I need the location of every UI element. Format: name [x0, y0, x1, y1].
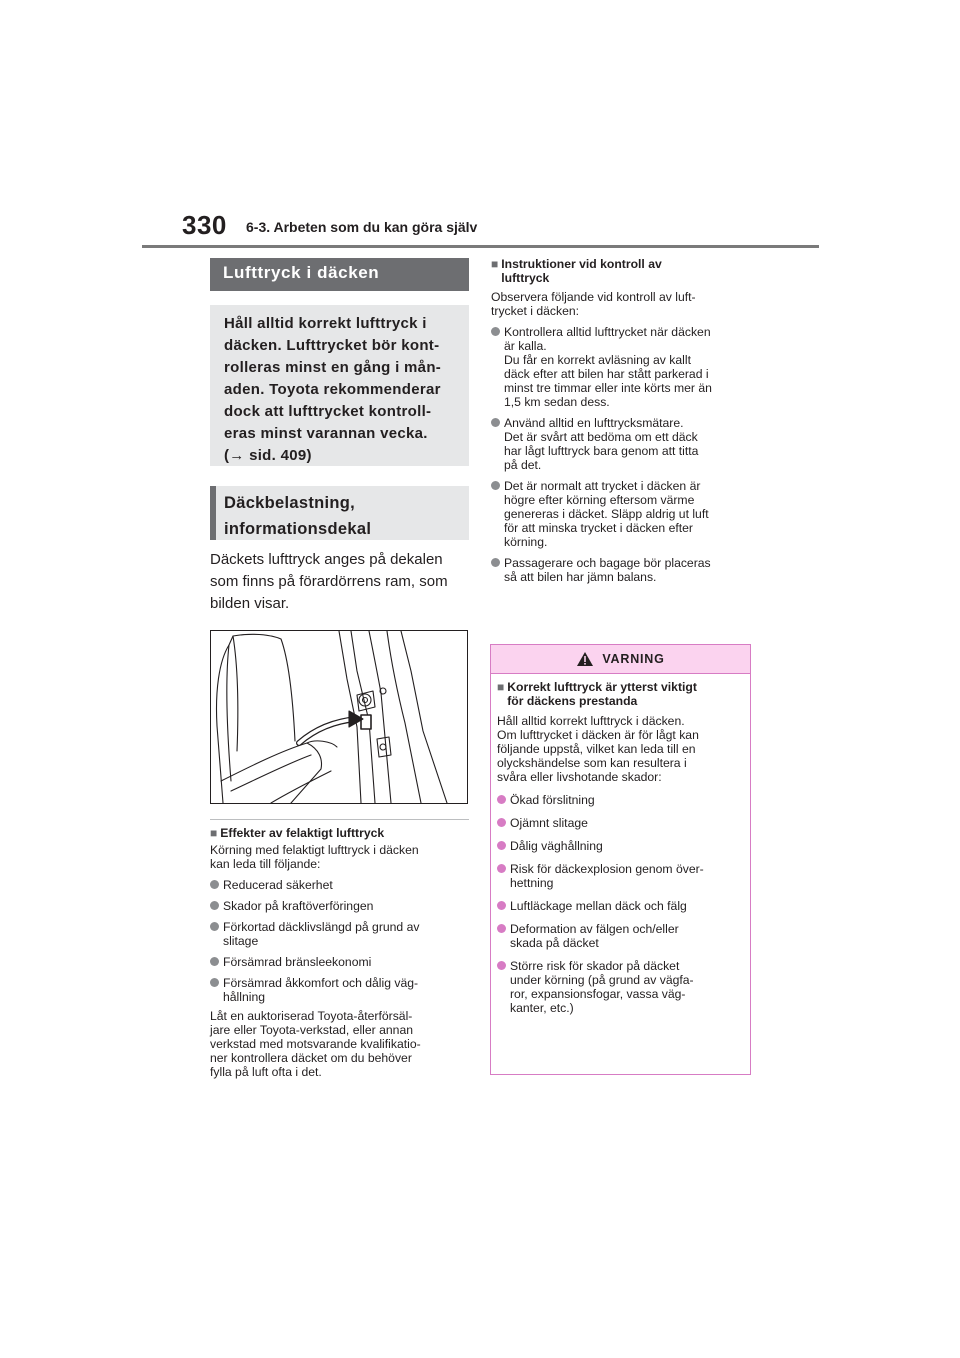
text-line: Du får en korrekt avläsning av kallt: [504, 353, 691, 367]
warning-heading: [497, 680, 744, 708]
list-item: [210, 955, 469, 969]
text-line: slitage: [223, 934, 259, 948]
bullet-dot-icon: [497, 901, 506, 910]
list-item: [210, 920, 469, 948]
text-line: Kontrollera alltid lufttrycket när däcken: [504, 325, 711, 339]
warning-triangle-icon: [576, 651, 594, 667]
list-item: [491, 325, 750, 409]
text-line: hållning: [223, 990, 266, 1004]
text-line: hettning: [510, 876, 554, 890]
list-item: [491, 479, 750, 549]
bullet-dot-icon: [210, 922, 219, 931]
text-line: högre efter körning eftersom värme: [504, 493, 695, 507]
list-item: [210, 878, 469, 892]
text-line: Använd alltid en lufttrycksmätare.: [504, 416, 684, 430]
text-line: för att minska trycket i däcken efter: [504, 521, 693, 535]
text-line: har lågt lufttryck bara genom att titta: [504, 444, 699, 458]
bullet-dot-icon: [210, 957, 219, 966]
text-line: fylla på luft ofta i det.: [210, 1065, 322, 1079]
list-item: [497, 793, 744, 807]
list-item: [497, 862, 744, 890]
text-line: däck efter att bilen har stått parkerad i: [504, 367, 709, 381]
text-line: skada på däcket: [510, 936, 599, 950]
warning-box: [490, 644, 751, 1075]
warning-label: VARNING: [602, 652, 665, 666]
text-line: Korrekt lufttryck är ytterst viktigt: [507, 680, 697, 694]
bullet-dot-icon: [491, 558, 500, 567]
main-heading: Lufttryck i däcken: [210, 258, 469, 291]
warning-content: [491, 674, 750, 1015]
sub-heading-line: Däckbelastning,: [224, 494, 356, 512]
list-item: [497, 922, 744, 950]
text-line: kanter, etc.): [510, 1001, 574, 1015]
text-line: under körning (på grund av vägfa-: [510, 973, 694, 987]
bullet-dot-icon: [491, 481, 500, 490]
square-bullet-icon: ■: [210, 826, 218, 840]
effects-outro: [210, 1009, 469, 1079]
text-line: Risk för däckexplosion genom över-: [510, 862, 704, 876]
warning-intro: [497, 714, 744, 784]
text-line: verkstad med motsvarande kvalifikatio-: [210, 1037, 421, 1051]
text-line: Förkortad däcklivslängd på grund av: [223, 920, 420, 934]
bullet-dot-icon: [497, 841, 506, 850]
text-line: ner kontrollera däcket om du behöver: [210, 1051, 412, 1065]
text-line: Håll alltid korrekt lufttryck i däcken.: [497, 714, 685, 728]
text-line: Större risk för skador på däcket: [510, 959, 680, 973]
header-rule: [142, 245, 819, 248]
text-line: Det är svårt att bedöma om ett däck: [504, 430, 698, 444]
summary-line: eras minst varannan vecka.: [224, 425, 428, 442]
text-line: olyckshändelse som kan resultera i: [497, 756, 687, 770]
warning-header: [491, 645, 750, 674]
list-item: [491, 556, 750, 584]
text-line: följande uppstå, vilket kan leda till en: [497, 742, 696, 756]
text-line: Dålig väghållning: [510, 839, 603, 853]
page-number: 330: [182, 210, 227, 240]
list-item: [497, 899, 744, 913]
section-title: 6-3. Arbeten som du kan göra själv: [246, 219, 478, 235]
text-line: ror, expansionsfogar, vassa väg-: [510, 987, 686, 1001]
bullet-dot-icon: [497, 924, 506, 933]
text-line: Det är normalt att trycket i däcken är: [504, 479, 701, 493]
text-line: Luftläckage mellan däck och fälg: [510, 899, 687, 913]
bullet-dot-icon: [210, 978, 219, 987]
intro-line: som finns på förardörrens ram, som: [210, 573, 448, 590]
summary-line: rolleras minst en gång i mån-: [224, 359, 442, 376]
text-line: genereras i däcket. Släpp aldrig ut luft: [504, 507, 709, 521]
instructions-intro: [491, 290, 750, 318]
effects-intro: [210, 843, 469, 871]
text-line: Instruktioner vid kontroll av: [501, 257, 662, 271]
door-frame-drawing: [211, 631, 467, 803]
text-line: är kalla.: [504, 339, 547, 353]
door-frame-illustration: [210, 630, 468, 804]
text-line: 1,5 km sedan dess.: [504, 395, 610, 409]
text-line: för däckens prestanda: [507, 694, 638, 708]
text-line: Om lufttrycket i däcken är för lågt kan: [497, 728, 699, 742]
bullet-dot-icon: [497, 795, 506, 804]
list-item: [210, 976, 469, 1004]
text-line: Observera följande vid kontroll av luft-: [491, 290, 696, 304]
text-line: Deformation av fälgen och/eller: [510, 922, 679, 936]
sub-heading: [210, 486, 469, 540]
bullet-dot-icon: [210, 880, 219, 889]
intro-paragraph: [210, 549, 469, 615]
sub-heading-line: informationsdekal: [224, 520, 372, 538]
list-item: [497, 959, 744, 1015]
bullet-dot-icon: [497, 864, 506, 873]
intro-line: bilden visar.: [210, 595, 290, 612]
summary-line: Håll alltid korrekt lufttryck i: [224, 315, 427, 332]
page-reference-link[interactable]: (→ sid. 409): [224, 447, 312, 464]
list-item: [497, 839, 744, 853]
text-line: Låt en auktoriserad Toyota-återförsäl-: [210, 1009, 413, 1023]
text-line: Ojämnt slitage: [510, 816, 588, 830]
text-line: lufttryck: [501, 271, 550, 285]
text-line: jare eller Toyota-verkstad, eller annan: [210, 1023, 414, 1037]
text-line: Passagerare och bagage bör placeras: [504, 556, 711, 570]
list-item: [210, 899, 469, 913]
text-line: trycket i däcken:: [491, 304, 580, 318]
list-item: [497, 816, 744, 830]
divider: [210, 819, 469, 820]
bullet-dot-icon: [491, 327, 500, 336]
instructions-heading: [491, 257, 750, 285]
square-bullet-icon: ■: [491, 257, 499, 271]
right-column: [491, 257, 750, 584]
effects-heading: [210, 826, 469, 840]
summary-box: [210, 305, 469, 466]
text-line: Ökad förslitning: [510, 793, 595, 807]
text-line: kan leda till följande:: [210, 857, 321, 871]
square-bullet-icon: ■: [497, 680, 505, 694]
text-line: Skador på kraftöverföringen: [223, 899, 374, 913]
text-line: Körning med felaktigt lufttryck i däcken: [210, 843, 419, 857]
text-line: svåra eller livshotande skador:: [497, 770, 662, 784]
intro-line: Däckets lufttryck anges på dekalen: [210, 551, 443, 568]
instructions-list: [491, 325, 750, 584]
text-line: Reducerad säkerhet: [223, 878, 333, 892]
bullet-dot-icon: [497, 961, 506, 970]
warning-list: [497, 793, 744, 1015]
bullet-dot-icon: [491, 418, 500, 427]
text-line: minst tre timmar eller inte körts mer än: [504, 381, 712, 395]
text-line: på det.: [504, 458, 542, 472]
effects-list: [210, 878, 469, 1004]
effects-title: Effekter av felaktigt lufttryck: [220, 826, 385, 840]
bullet-dot-icon: [497, 818, 506, 827]
text-line: Försämrad åkkomfort och dålig väg-: [223, 976, 419, 990]
text-line: körning.: [504, 535, 548, 549]
text-line: så att bilen har jämn balans.: [504, 570, 657, 584]
summary-line: däcken. Lufttrycket bör kont-: [224, 337, 440, 354]
list-item: [491, 416, 750, 472]
text-line: Försämrad bränsleekonomi: [223, 955, 372, 969]
left-column: [210, 258, 469, 1079]
summary-line: aden. Toyota rekommenderar: [224, 381, 441, 398]
summary-line: dock att lufttrycket kontroll-: [224, 403, 432, 420]
bullet-dot-icon: [210, 901, 219, 910]
